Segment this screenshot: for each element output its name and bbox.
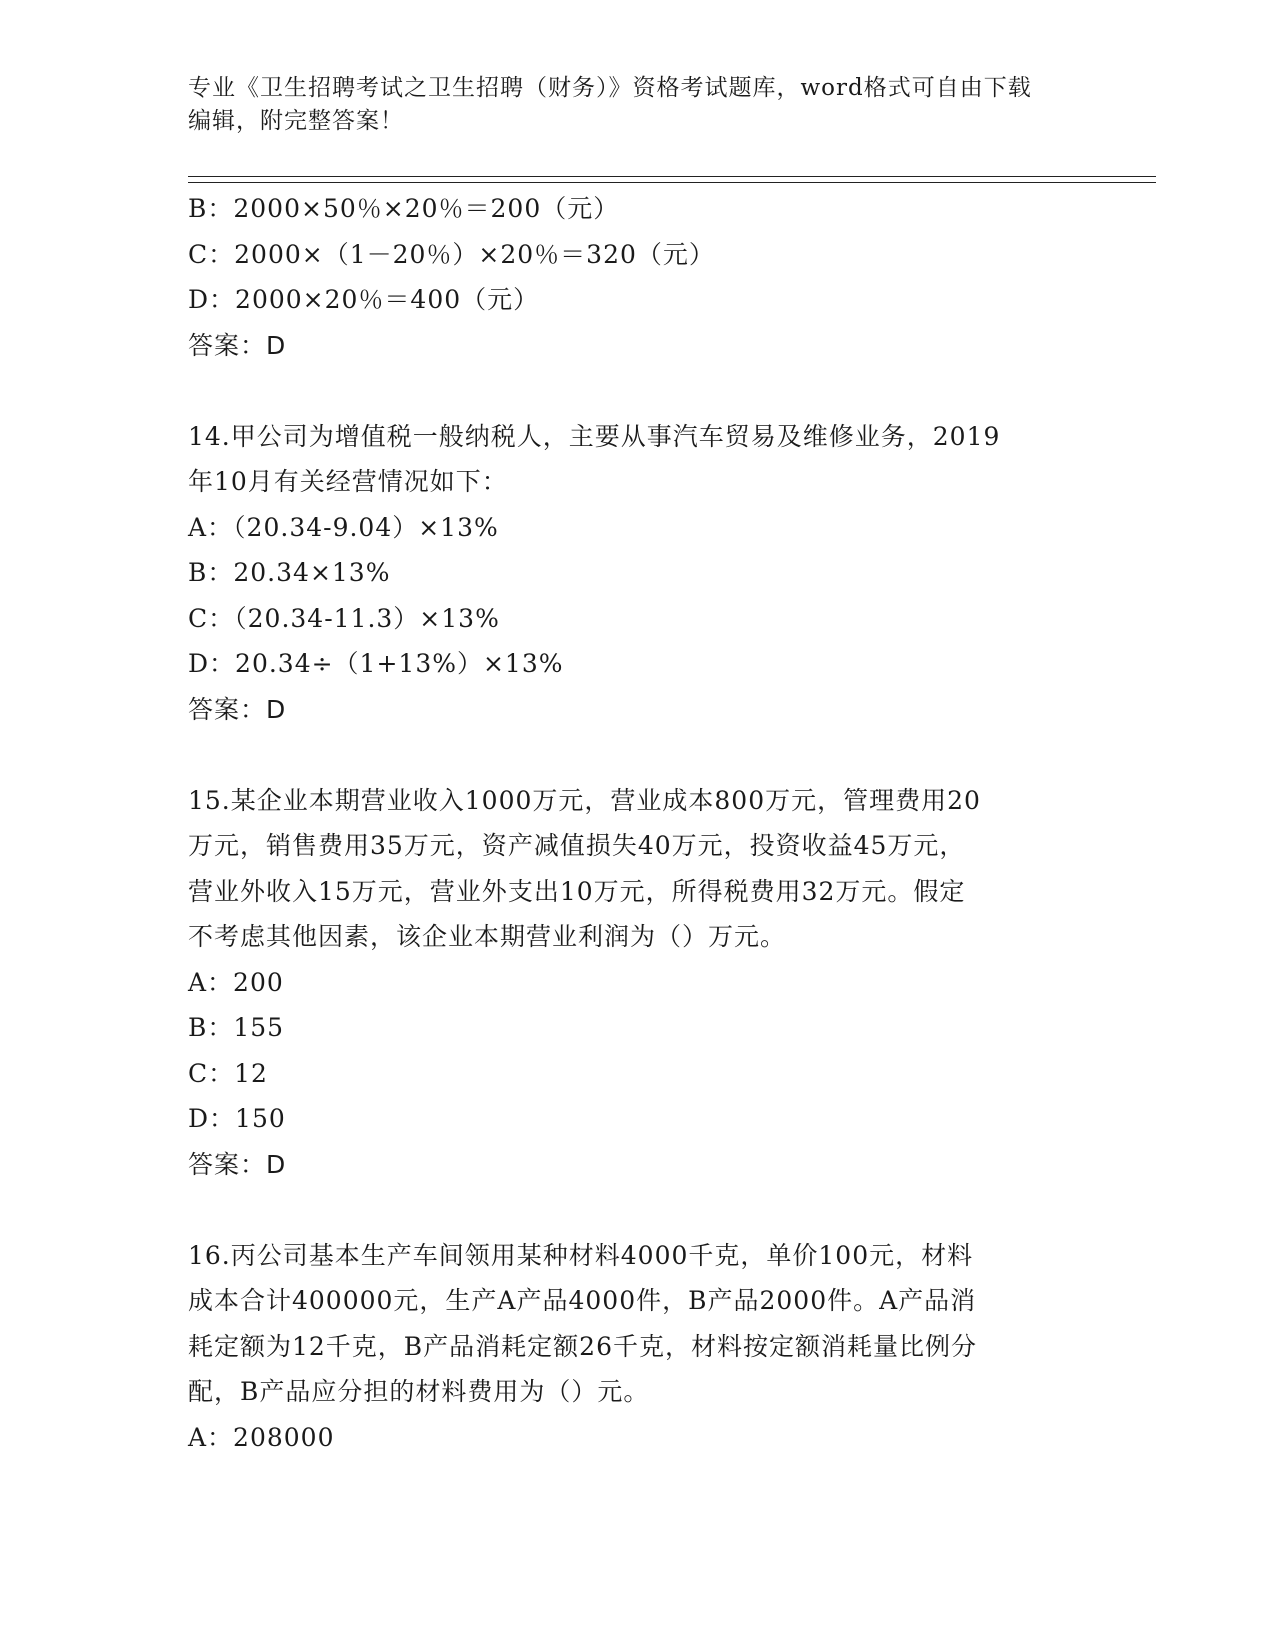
option-d: D：2000×20％＝400（元）	[188, 285, 540, 314]
question-stem-line: 耗定额为12千克，B产品消耗定额26千克，材料按定额消耗量比例分	[188, 1331, 977, 1361]
question-14	[188, 414, 1088, 733]
option-a: A：200	[188, 967, 284, 997]
header-line-1: 专业《卫生招聘考试之卫生招聘（财务）》资格考试题库，word格式可自由下载	[188, 75, 1032, 101]
header-divider-bottom	[188, 182, 1156, 183]
question-stem-line: 不考虑其他因素，该企业本期营业利润为（）万元。	[188, 922, 787, 951]
answer-line: 答案：D	[188, 330, 287, 360]
option-c: C：（20.34-11.3）×13%	[188, 603, 500, 633]
document-body	[188, 186, 1088, 1460]
question-stem-line: 万元，销售费用35万元，资产减值损失40万元，投资收益45万元，	[188, 831, 966, 860]
spacer	[188, 368, 1088, 414]
question-stem-line: 15.某企业本期营业收入1000万元，营业成本800万元，管理费用20	[188, 785, 981, 815]
option-b: B：2000×50％×20％＝200（元）	[188, 194, 620, 223]
header-divider-top	[188, 176, 1156, 177]
question-stem-line: 14.甲公司为增值税一般纳税人，主要从事汽车贸易及维修业务，2019	[188, 421, 1001, 451]
option-d: D：150	[188, 1104, 286, 1133]
document-header	[188, 72, 1088, 138]
question-15	[188, 778, 1088, 1188]
spacer	[188, 732, 1088, 778]
answer-line: 答案：D	[188, 1149, 287, 1179]
question-stem-line: 成本合计400000元，生产A产品4000件，B产品2000件。A产品消	[188, 1286, 977, 1315]
option-c: C：12	[188, 1058, 268, 1088]
option-d: D：20.34÷（1+13%）×13%	[188, 649, 564, 678]
option-b: B：155	[188, 1013, 285, 1042]
spacer	[188, 1187, 1088, 1233]
question-stem-line: 年10月有关经营情况如下：	[188, 467, 508, 496]
question-stem-line: 营业外收入15万元，营业外支出10万元，所得税费用32万元。假定	[188, 876, 966, 906]
option-a: A：（20.34-9.04）×13%	[188, 512, 499, 542]
question-13	[188, 186, 1088, 368]
option-c: C：2000×（1－20％）×20％＝320（元）	[188, 239, 715, 269]
option-b: B：20.34×13%	[188, 558, 391, 587]
question-16	[188, 1233, 1088, 1461]
header-line-2: 编辑，附完整答案！	[188, 108, 404, 134]
option-a: A：208000	[188, 1422, 335, 1452]
answer-line: 答案：D	[188, 694, 287, 724]
question-stem-line: 配，B产品应分担的材料费用为（）元。	[188, 1377, 650, 1406]
question-stem-line: 16.丙公司基本生产车间领用某种材料4000千克，单价100元，材料	[188, 1240, 974, 1270]
